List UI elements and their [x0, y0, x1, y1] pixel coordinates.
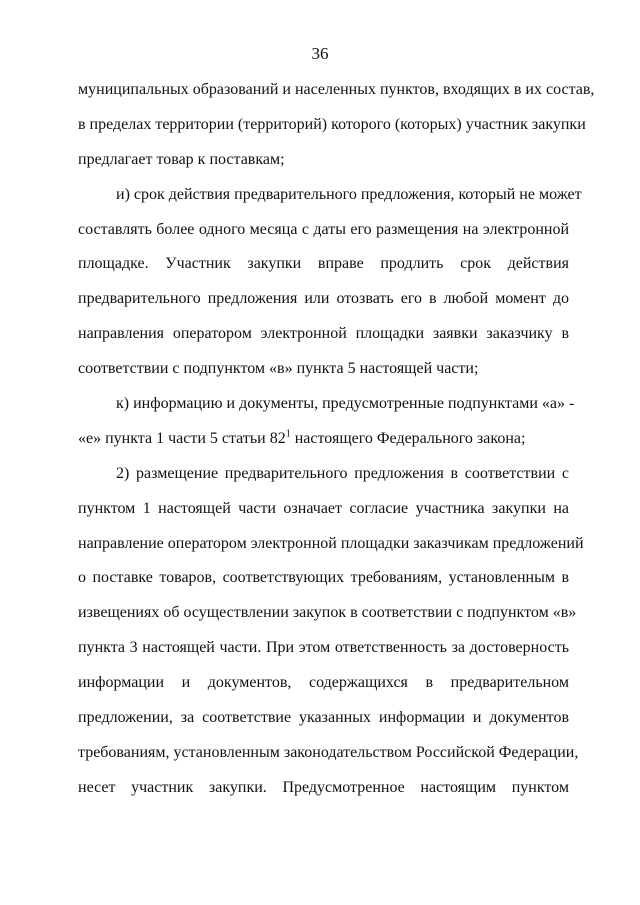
text-line: предлагает товар к поставкам;: [78, 150, 285, 168]
text-segment: настоящего Федерального закона;: [290, 429, 526, 447]
text-line: муниципальных образований и населенных пунктов, входящих в их состав,: [78, 81, 595, 98]
text-line: пункта 3 настоящей части. При этом ответственность за достоверность: [78, 639, 569, 657]
text-line: соответствии с подпунктом «в» пункта 5 настоящей части;: [78, 360, 479, 378]
text-line: в пределах территории (территорий) которого (которых) участник закупки: [78, 115, 586, 133]
text-line: предложении, за соответствие указанных информации и документов: [78, 709, 569, 727]
text-line: несет участник закупки. Предусмотренное настоящим пунктом: [78, 778, 569, 796]
superscript-marker: 1: [285, 428, 291, 440]
text-line: пунктом 1 настоящей части означает согласие участника закупки на: [78, 499, 569, 517]
text-segment: «е» пункта 1 части 5 статьи 82: [78, 429, 286, 447]
text-line: требованиям, установленным законодательством Российской Федерации,: [78, 743, 579, 761]
text-line: 2) размещение предварительного предложения в соответствии с: [116, 464, 569, 482]
text-line: предварительного предложения или отозвать его в любой момент до: [78, 290, 569, 308]
text-line: извещениях об осуществлении закупок в соответствии с подпунктом «в»: [78, 604, 577, 622]
page-number: 36: [311, 44, 329, 63]
text-line: и) срок действия предварительного предложения, который не может: [116, 185, 582, 203]
text-line: площадке. Участник закупки вправе продлить срок действия: [78, 255, 569, 273]
body-text: [78, 79, 595, 812]
text-line: направления оператором электронной площадки заявки заказчику в: [78, 325, 569, 343]
text-line: [78, 428, 569, 463]
text-line: направление оператором электронной площадки заказчикам предложений: [78, 534, 584, 552]
text-line: информации и документов, содержащихся в предварительном: [78, 674, 569, 692]
text-line: составлять более одного месяца с даты его размещения на электронной: [78, 220, 569, 238]
text-line: о поставке товаров, соответствующих требованиям, установленным в: [78, 569, 569, 587]
text-line: к) информацию и документы, предусмотренные подпунктами «а» -: [116, 395, 575, 413]
